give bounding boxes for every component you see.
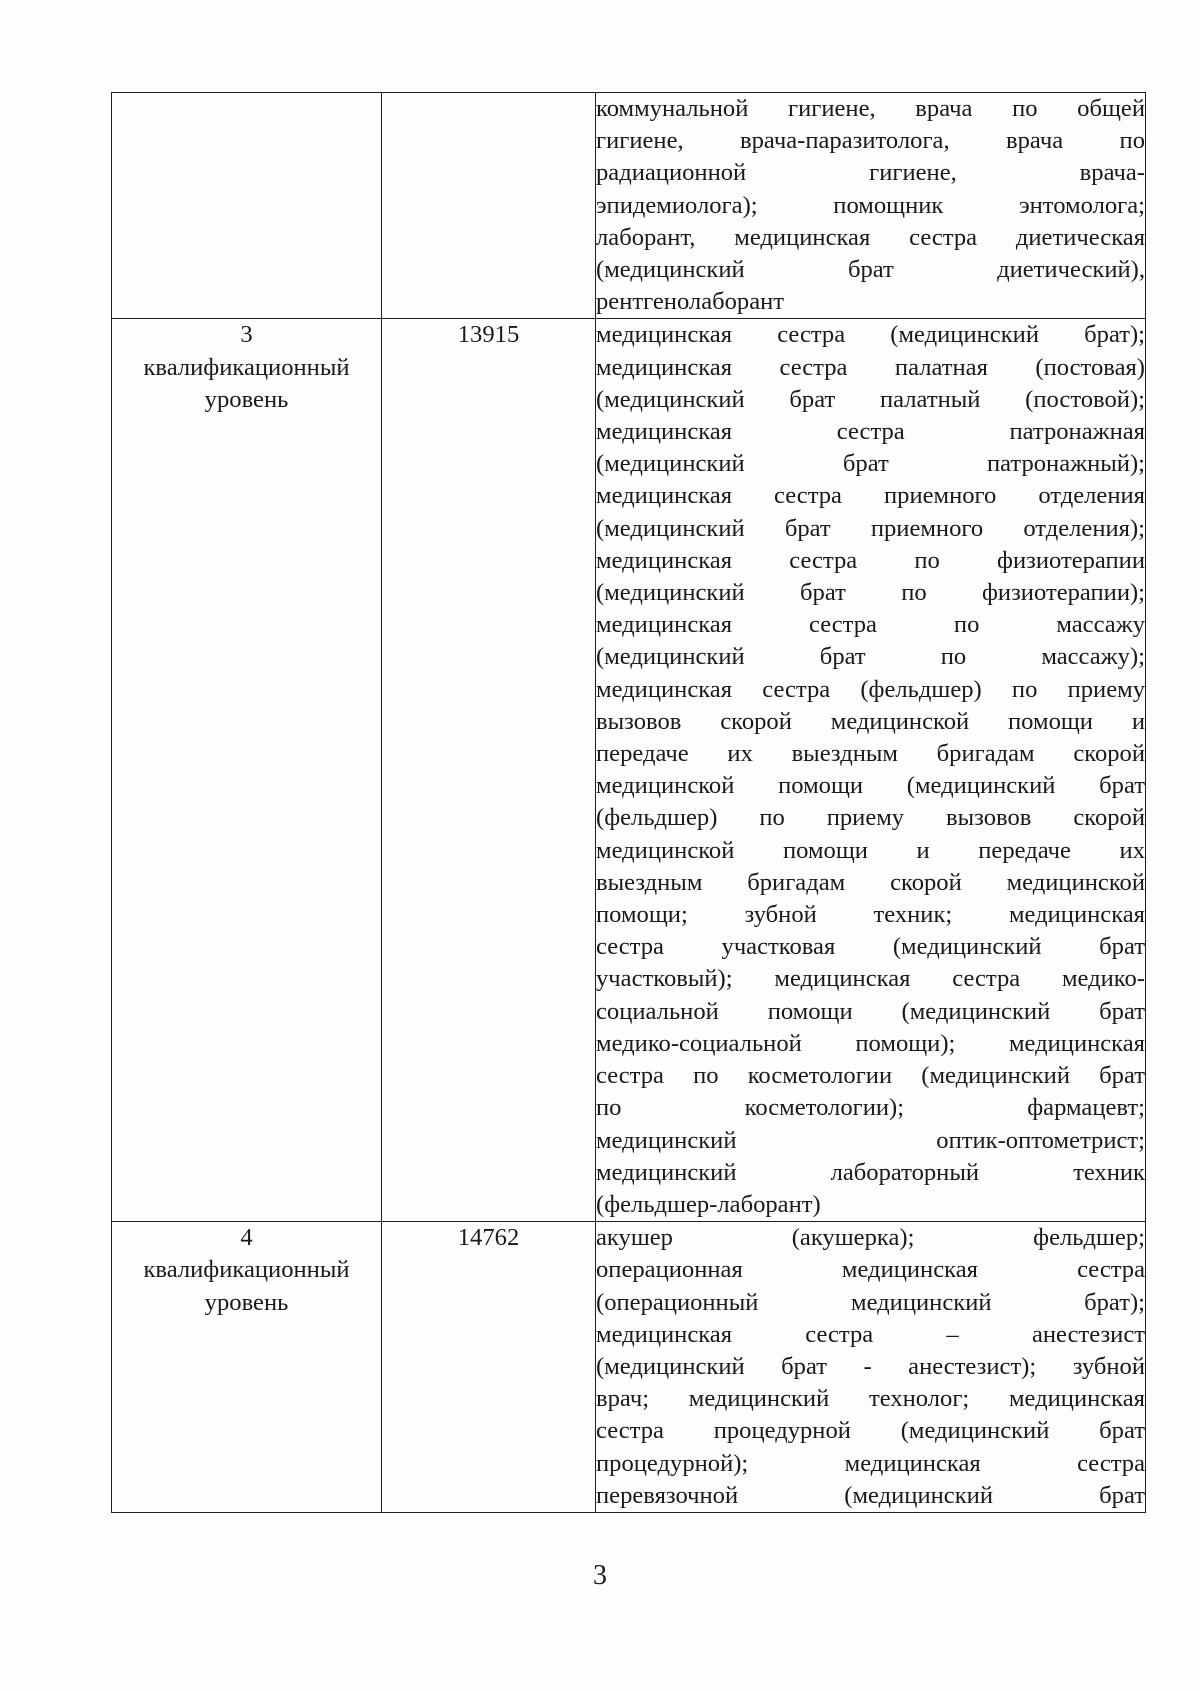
text-line: гигиене, врача-паразитолога, врача по bbox=[596, 127, 1145, 155]
text-line: помощи; зубной техник; медицинская bbox=[596, 901, 1145, 929]
page-number: 3 bbox=[593, 1560, 607, 1591]
text-line: (медицинский брат по физиотерапии); bbox=[596, 579, 1145, 607]
salary-value: 14762 bbox=[457, 1224, 520, 1252]
text-line: (фельдшер-лаборант) bbox=[596, 1190, 821, 1218]
level-word: уровень bbox=[204, 1288, 289, 1316]
text-line: лаборант, медицинская сестра диетическая bbox=[596, 223, 1145, 251]
text-line: медицинский лабораторный техник bbox=[596, 1158, 1145, 1186]
text-line: по косметологии); фармацевт; bbox=[596, 1094, 1145, 1122]
level-word: уровень bbox=[204, 385, 289, 413]
text-line: участковый); медицинская сестра медико- bbox=[596, 965, 1145, 993]
table-row bbox=[112, 93, 1146, 319]
level-cell bbox=[112, 1222, 382, 1513]
salary-cell bbox=[382, 319, 596, 1222]
text-line: медико-социальной помощи); медицинская bbox=[596, 1029, 1145, 1057]
level-cell bbox=[112, 93, 382, 319]
text-line: социальной помощи (медицинский брат bbox=[596, 997, 1145, 1025]
text-line: сестра по косметологии (медицинский брат bbox=[596, 1062, 1145, 1090]
text-line: (медицинский брат палатный (постовой); bbox=[596, 385, 1145, 413]
level-number: 4 bbox=[240, 1224, 253, 1252]
text-line: процедурной); медицинская сестра bbox=[596, 1449, 1145, 1477]
table-row bbox=[112, 319, 1146, 1222]
text-line: медицинская сестра (медицинский брат); bbox=[596, 321, 1145, 349]
salary-cell bbox=[382, 1222, 596, 1513]
text-line: медицинская сестра (фельдшер) по приему bbox=[596, 675, 1145, 703]
text-line: медицинская сестра по массажу bbox=[596, 611, 1145, 639]
positions-cell bbox=[596, 319, 1146, 1222]
text-line: (медицинский брат - анестезист); зубной bbox=[596, 1352, 1145, 1380]
text-line: перевязочной (медицинский брат bbox=[596, 1481, 1145, 1509]
text-line: эпидемиолога); помощник энтомолога; bbox=[596, 191, 1145, 219]
text-line: акушер (акушерка); фельдшер; bbox=[596, 1224, 1145, 1252]
text-line: сестра процедурной (медицинский брат bbox=[596, 1417, 1145, 1445]
level-label: квалификационный bbox=[143, 1256, 350, 1284]
text-line: вызовов скорой медицинской помощи и bbox=[596, 707, 1145, 735]
text-line: (операционный медицинский брат); bbox=[596, 1288, 1145, 1316]
positions-cell bbox=[596, 93, 1146, 319]
salary-cell bbox=[382, 93, 596, 319]
text-line: медицинской помощи и передаче их bbox=[596, 836, 1145, 864]
text-line: врач; медицинский технолог; медицинская bbox=[596, 1385, 1145, 1413]
text-line: медицинский оптик-оптометрист; bbox=[596, 1126, 1145, 1154]
positions-cell bbox=[596, 1222, 1146, 1513]
text-line: коммунальной гигиене, врача по общей bbox=[596, 95, 1145, 122]
text-line: медицинской помощи (медицинский брат bbox=[596, 772, 1145, 800]
text-line: медицинская сестра приемного отделения bbox=[596, 482, 1145, 510]
text-line: операционная медицинская сестра bbox=[596, 1256, 1145, 1284]
qualification-table bbox=[111, 92, 1146, 1513]
text-line: передаче их выездным бригадам скорой bbox=[596, 740, 1145, 768]
text-line: (фельдшер) по приему вызовов скорой bbox=[596, 804, 1145, 832]
level-number: 3 bbox=[240, 321, 253, 349]
text-line: (медицинский брат диетический), bbox=[596, 256, 1145, 284]
salary-value: 13915 bbox=[457, 321, 520, 349]
text-line: медицинская сестра по физиотерапии bbox=[596, 546, 1145, 574]
table-row bbox=[112, 1222, 1146, 1513]
text-line: (медицинский брат приемного отделения); bbox=[596, 514, 1145, 542]
text-line: сестра участковая (медицинский брат bbox=[596, 933, 1145, 961]
text-line: медицинская сестра – анестезист bbox=[596, 1320, 1145, 1348]
level-label: квалификационный bbox=[143, 353, 350, 381]
text-line: (медицинский брат по массажу); bbox=[596, 643, 1145, 671]
text-line: медицинская сестра палатная (постовая) bbox=[596, 353, 1145, 381]
text-line: медицинская сестра патронажная bbox=[596, 418, 1145, 446]
text-line: (медицинский брат патронажный); bbox=[596, 450, 1145, 478]
text-line: радиационной гигиене, врача- bbox=[596, 159, 1145, 187]
text-line: рентгенолаборант bbox=[596, 288, 785, 316]
text-line: выездным бригадам скорой медицинской bbox=[596, 868, 1145, 896]
level-cell bbox=[112, 319, 382, 1222]
